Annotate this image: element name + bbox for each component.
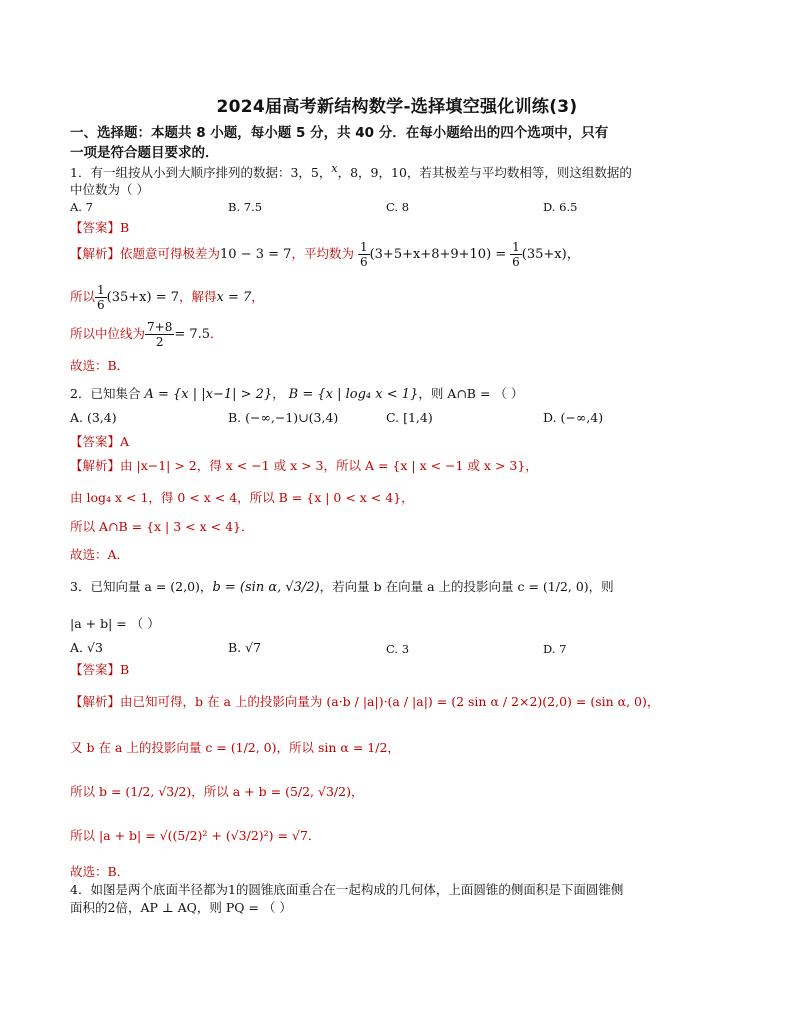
q3-answer: 【答案】B — [70, 662, 130, 677]
q2-option-b: B. (−∞,−1)∪(3,4) — [228, 410, 339, 425]
q2-choose: 故选：A． — [70, 547, 130, 562]
q3-stem-line1: 3．已知向量 a = (2,0)，b = (sin α, √3/2)，若向量 b 在向量 a 上的投影向量 c = (1/2, 0)，则 — [70, 579, 614, 595]
section-heading-line1: 一、选择题：本题共 8 小题，每小题 5 分，共 40 分．在每小题给出的四个选项中，只有 — [70, 125, 609, 141]
q1-analysis-line1: 【解析】依题意可得极差为10 − 3 = 7，平均数为 $\frac{1}{6}$ (3+5+x+8+9+10) = $\frac{1}{6}$ (35+x)， — [70, 240, 580, 269]
analysis-tag: 【解析】 — [70, 246, 121, 261]
page-title: 2024届高考新结构数学-选择填空强化训练(3) — [216, 97, 578, 117]
section-heading-line2: 一项是符合题目要求的． — [70, 145, 219, 161]
q1-answer: 【答案】B — [70, 220, 130, 235]
q1-option-c: C. 8 — [386, 200, 410, 214]
q1-choose: 故选：B． — [70, 358, 130, 373]
q3-stem-line2: |a + b| = （ ） — [70, 616, 160, 631]
q3-analysis-line3: 所以 b = (1/2, √3/2)，所以 a + b = (5/2, √3/2)， — [70, 784, 364, 799]
q4-stem-line2: 面积的2倍，AP ⊥ AQ，则 PQ = （ ） — [70, 900, 292, 915]
q3-option-b: B. √7 — [228, 640, 262, 655]
q1-option-b: B. 7.5 — [228, 200, 263, 214]
q2-analysis-line2: 由 log₄ x < 1，得 0 < x < 4，所以 B = {x | 0 < x < 4}， — [70, 490, 414, 505]
q3-choose: 故选：B． — [70, 864, 130, 879]
q2-option-c: C. [1,4) — [386, 410, 433, 425]
q3-option-c: C. 3 — [386, 642, 410, 656]
q3-analysis-line2: 又 b 在 a 上的投影向量 c = (1/2, 0)，所以 sin α = 1/2， — [70, 740, 400, 755]
q1-analysis-line2: 所以 $\frac{1}{6}$ (35+x) = 7，解得x = 7， — [70, 283, 264, 312]
q2-analysis-line3: 所以 A∩B = {x | 3 < x < 4}． — [70, 519, 254, 534]
q1-option-d: D. 6.5 — [543, 200, 578, 214]
q3-option-a: A. √3 — [70, 640, 103, 655]
q2-analysis-line1: 【解析】由 |x−1| > 2，得 x < −1 或 x > 3，所以 A = {x | x < −1 或 x > 3}， — [70, 458, 538, 473]
q2-option-a: A. (3,4) — [70, 410, 117, 425]
q3-analysis-line4: 所以 |a + b| = √((5/2)² + (√3/2)²) = √7． — [70, 828, 321, 843]
q1-analysis-line3: 所以中位线为 $\frac{7+8}{2}$ = 7.5． — [70, 320, 223, 349]
q4-stem-line1: 4．如图是两个底面半径都为1的圆锥底面重合在一起构成的几何体，上面圆锥的侧面积是下面圆锥侧 — [70, 882, 624, 897]
q1-stem-line2: 中位数为（ ） — [70, 182, 149, 197]
q2-stem: 2．已知集合 A = {x | |x−1| > 2}， B = {x | log₄ x < 1}，则 A∩B = （ ） — [70, 386, 524, 402]
q1-stem-line1: 1．有一组按从小到大顺序排列的数据：3，5，x，8，9，10，若其极差与平均数相等，则这组数据的 — [70, 162, 632, 181]
q3-analysis-line1: 【解析】由已知可得，b 在 a 上的投影向量为 (a·b / |a|)·(a / |a|) = (2 sin α / 2×2)(2,0) = (sin α, 0)， — [70, 694, 660, 709]
q2-option-d: D. (−∞,4) — [543, 410, 604, 425]
q3-option-d: D. 7 — [543, 642, 567, 656]
q2-answer: 【答案】A — [70, 434, 130, 449]
q1-option-a: A. 7 — [70, 200, 93, 214]
